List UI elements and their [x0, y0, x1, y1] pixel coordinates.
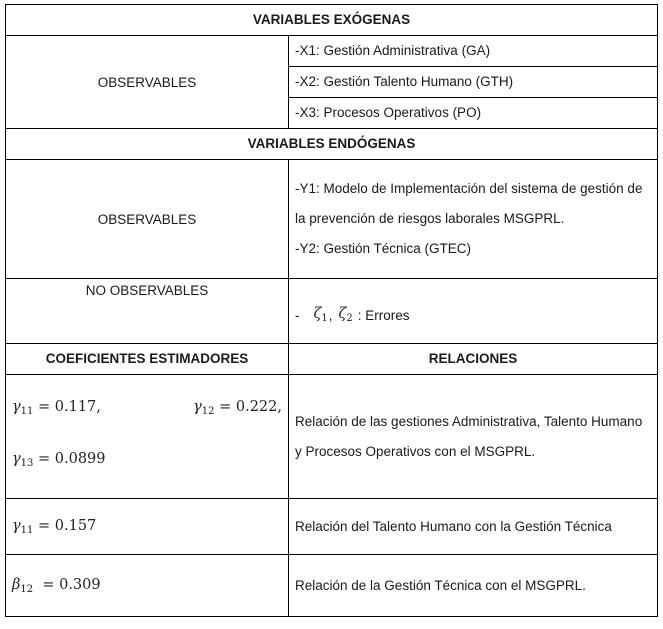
coef-gamma-13: $\gamma_{13} = 0.0899$	[12, 450, 106, 469]
variable-y2: -Y2: Gestión Técnica (GTEC)	[295, 241, 472, 256]
coef-gamma-11: $\gamma_{11} = 0.117$,	[12, 398, 101, 417]
errors-dash: -	[295, 307, 300, 323]
relacion-1: Relación de las gestiones Administrativa, Talento Humano y Procesos Operativos con el MSGPRL.	[289, 375, 658, 499]
coef-header: COEFICIENTES ESTIMADORES	[6, 344, 289, 375]
variable-x2: -X2: Gestión Talento Humano (GTH)	[289, 67, 658, 98]
errors-separator: ,	[328, 307, 333, 323]
relacion-2: Relación del Talento Humano con la Gestión Técnica	[289, 499, 658, 555]
variable-x3: -X3: Procesos Operativos (PO)	[289, 98, 658, 129]
endogenas-title: VARIABLES ENDÓGENAS	[6, 129, 658, 160]
coef-cell-2	[6, 499, 289, 555]
variables-table	[5, 4, 658, 617]
relacion-3: Relación de la Gestión Técnica con el MSGPRL.	[289, 555, 658, 617]
coef-cell-3	[6, 555, 289, 617]
variable-y1: -Y1: Modelo de Implementación del sistema de gestión de la prevención de riesgos laborales MSGPRL.	[295, 181, 643, 226]
coef-gamma-11-b: $\gamma_{11} = 0.157$	[12, 517, 97, 536]
coef-gamma-12: $\gamma_{12} = 0.222$,	[193, 398, 282, 417]
relaciones-header: RELACIONES	[289, 344, 658, 375]
variable-x1: -X1: Gestión Administrativa (GA)	[289, 36, 658, 67]
coef-cell-1	[6, 375, 289, 499]
exogenas-observables-label: OBSERVABLES	[6, 36, 289, 129]
zeta-1-symbol: $\zeta_1$	[313, 306, 328, 324]
errors-text: : Errores	[357, 307, 410, 323]
endogenas-observables-cell	[289, 160, 658, 279]
errors-cell	[289, 279, 658, 344]
no-observables-label: NO OBSERVABLES	[6, 279, 289, 344]
zeta-2-symbol: $\zeta_2$	[338, 306, 353, 324]
endogenas-observables-label: OBSERVABLES	[6, 160, 289, 279]
exogenas-title: VARIABLES EXÓGENAS	[6, 5, 658, 36]
coef-beta-12: $\beta_{12} = 0.309$	[12, 576, 101, 595]
